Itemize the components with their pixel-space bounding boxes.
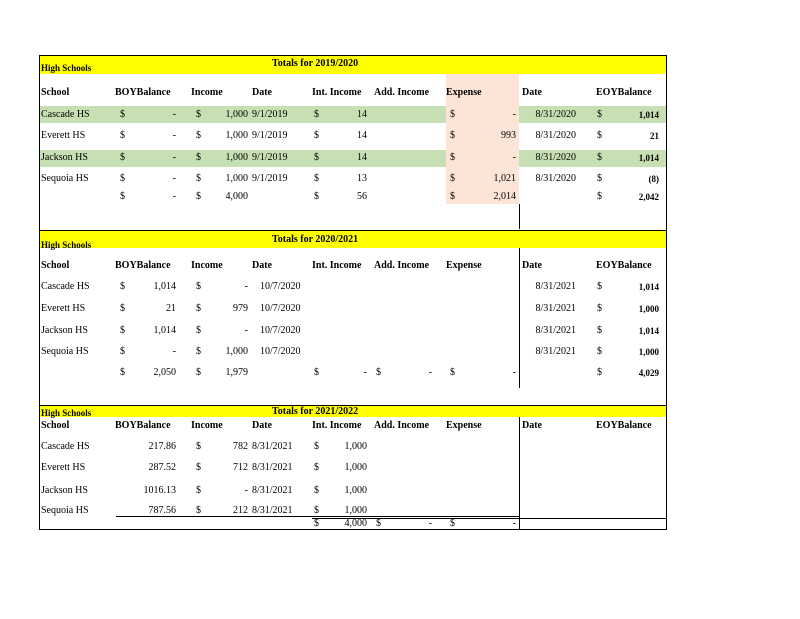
expense-value: 993 [501, 130, 516, 141]
group-label: High Schools [41, 408, 92, 418]
total-int-income: 56 [357, 191, 367, 202]
currency-symbol: $ [597, 325, 602, 336]
column-header: Add. Income [374, 260, 430, 271]
income-value: 1,000 [225, 173, 248, 184]
income-value: 979 [233, 303, 248, 314]
column-header: School [41, 87, 70, 98]
income-value: 1,000 [225, 152, 248, 163]
column-header: Date [252, 420, 272, 431]
school-name: Jackson HS [41, 152, 88, 163]
currency-symbol: $ [314, 109, 319, 120]
income-value: - [244, 281, 248, 292]
currency-symbol: $ [450, 518, 455, 529]
currency-symbol: $ [120, 346, 125, 357]
currency-symbol: $ [196, 462, 201, 473]
column-header: Int. Income [312, 260, 362, 271]
currency-symbol: $ [120, 152, 125, 163]
column-header: BOYBalance [115, 420, 171, 431]
income-value: 712 [233, 462, 248, 473]
currency-symbol: $ [450, 130, 455, 141]
date-value: 8/31/2021 [535, 281, 576, 292]
date-value: 8/31/2021 [252, 441, 293, 452]
boy-balance: 787.56 [148, 505, 176, 516]
school-name: Cascade HS [41, 441, 90, 452]
column-header: Date [252, 87, 272, 98]
currency-symbol: $ [314, 191, 319, 202]
date-value: 8/31/2021 [535, 303, 576, 314]
currency-symbol: $ [196, 441, 201, 452]
currency-symbol: $ [314, 462, 319, 473]
income-value: 212 [233, 505, 248, 516]
currency-symbol: $ [450, 173, 455, 184]
column-divider [519, 204, 520, 229]
total-eoy: 4,029 [638, 368, 659, 378]
column-header: Add. Income [374, 87, 430, 98]
column-header: Expense [446, 87, 482, 98]
column-header: EOYBalance [596, 420, 652, 431]
date-value: 10/7/2020 [260, 303, 301, 314]
column-header: BOYBalance [115, 260, 171, 271]
section-divider [40, 230, 666, 231]
currency-symbol: $ [450, 152, 455, 163]
currency-symbol: $ [314, 518, 319, 529]
eoy-balance: (8) [648, 174, 659, 184]
currency-symbol: $ [196, 173, 201, 184]
currency-symbol: $ [196, 303, 201, 314]
currency-symbol: $ [196, 485, 201, 496]
currency-symbol: $ [597, 152, 602, 163]
school-name: Everett HS [41, 130, 86, 141]
date-value: 9/1/2019 [252, 109, 288, 120]
column-header: Expense [446, 420, 482, 431]
total-add-income: - [428, 367, 432, 378]
currency-symbol: $ [376, 367, 381, 378]
total-add-income: - [428, 518, 432, 529]
date-value: 8/31/2020 [535, 109, 576, 120]
currency-symbol: $ [196, 325, 201, 336]
currency-symbol: $ [597, 130, 602, 141]
currency-symbol: $ [314, 173, 319, 184]
total-expense: 2,014 [493, 191, 516, 202]
currency-symbol: $ [120, 130, 125, 141]
currency-symbol: $ [450, 109, 455, 120]
currency-symbol: $ [196, 109, 201, 120]
column-header: Date [522, 420, 542, 431]
boy-balance: 21 [166, 303, 176, 314]
column-header: Income [191, 260, 223, 271]
column-header: BOYBalance [115, 87, 171, 98]
currency-symbol: $ [196, 505, 201, 516]
currency-symbol: $ [120, 325, 125, 336]
column-header: Date [252, 260, 272, 271]
int-income-value: 1,000 [344, 441, 367, 452]
date-value: 8/31/2021 [535, 325, 576, 336]
income-value: 1,000 [225, 346, 248, 357]
column-header: Int. Income [312, 87, 362, 98]
eoy-balance: 1,000 [638, 347, 659, 357]
school-name: Everett HS [41, 303, 86, 314]
date-value: 10/7/2020 [260, 325, 301, 336]
int-income-value: 14 [357, 152, 367, 163]
currency-symbol: $ [314, 505, 319, 516]
date-value: 10/7/2020 [260, 346, 301, 357]
income-value: 1,000 [225, 130, 248, 141]
eoy-balance: 1,014 [638, 326, 659, 336]
total-int-income: - [363, 367, 367, 378]
currency-symbol: $ [120, 303, 125, 314]
school-name: Jackson HS [41, 325, 88, 336]
date-value: 8/31/2021 [535, 346, 576, 357]
column-header: EOYBalance [596, 87, 652, 98]
boy-balance: 217.86 [148, 441, 176, 452]
currency-symbol: $ [597, 109, 602, 120]
section-title: Totals for 2019/2020 [272, 58, 359, 69]
school-name: Everett HS [41, 462, 86, 473]
column-header: School [41, 420, 70, 431]
currency-symbol: $ [196, 130, 201, 141]
column-header: Add. Income [374, 420, 430, 431]
currency-symbol: $ [196, 346, 201, 357]
eoy-balance: 1,014 [638, 110, 659, 120]
income-value: - [244, 485, 248, 496]
boy-balance: 1,014 [153, 325, 176, 336]
int-income-value: 1,000 [344, 505, 367, 516]
income-value: 782 [233, 441, 248, 452]
currency-symbol: $ [196, 152, 201, 163]
column-header: Expense [446, 260, 482, 271]
column-header: Income [191, 87, 223, 98]
school-name: Sequoia HS [41, 505, 89, 516]
column-header: Date [522, 260, 542, 271]
eoy-balance: 1,014 [638, 153, 659, 163]
income-value: - [244, 325, 248, 336]
currency-symbol: $ [597, 367, 602, 378]
int-income-value: 1,000 [344, 462, 367, 473]
currency-symbol: $ [376, 518, 381, 529]
total-eoy: 2,042 [638, 192, 659, 202]
currency-symbol: $ [120, 109, 125, 120]
boy-balance: 1016.13 [143, 485, 176, 496]
date-value: 10/7/2020 [260, 281, 301, 292]
boy-balance: - [172, 152, 176, 163]
boy-balance: - [172, 346, 176, 357]
eoy-balance: 1,014 [638, 282, 659, 292]
eoy-balance: 21 [650, 131, 659, 141]
currency-symbol: $ [450, 191, 455, 202]
column-header: Income [191, 420, 223, 431]
boy-balance: 1,014 [153, 281, 176, 292]
currency-symbol: $ [196, 281, 201, 292]
currency-symbol: $ [314, 367, 319, 378]
currency-symbol: $ [597, 303, 602, 314]
date-value: 8/31/2020 [535, 152, 576, 163]
currency-symbol: $ [314, 441, 319, 452]
date-value: 8/31/2021 [252, 505, 293, 516]
currency-symbol: $ [120, 191, 125, 202]
column-divider [519, 248, 520, 388]
school-name: Sequoia HS [41, 173, 89, 184]
date-value: 9/1/2019 [252, 173, 288, 184]
currency-symbol: $ [450, 367, 455, 378]
column-header: School [41, 260, 70, 271]
total-income: 1,979 [225, 367, 248, 378]
currency-symbol: $ [597, 281, 602, 292]
column-header: EOYBalance [596, 260, 652, 271]
section-title: Totals for 2020/2021 [272, 234, 359, 245]
int-income-value: 1,000 [344, 485, 367, 496]
group-label: High Schools [41, 63, 92, 73]
total-expense: - [512, 518, 516, 529]
currency-symbol: $ [196, 367, 201, 378]
date-value: 8/31/2020 [535, 130, 576, 141]
boy-balance: - [172, 109, 176, 120]
column-header: Date [522, 87, 542, 98]
date-value: 8/31/2020 [535, 173, 576, 184]
date-value: 9/1/2019 [252, 152, 288, 163]
total-boy: 2,050 [153, 367, 176, 378]
boy-balance: - [172, 130, 176, 141]
currency-symbol: $ [314, 130, 319, 141]
date-value: 8/31/2021 [252, 485, 293, 496]
total-expense: - [512, 367, 516, 378]
school-name: Cascade HS [41, 109, 90, 120]
total-boy: - [172, 191, 176, 202]
currency-symbol: $ [120, 281, 125, 292]
expense-value: - [512, 109, 516, 120]
boy-balance: 287.52 [148, 462, 176, 473]
column-divider [519, 417, 520, 529]
currency-symbol: $ [597, 346, 602, 357]
boy-balance: - [172, 173, 176, 184]
group-label: High Schools [41, 240, 92, 250]
currency-symbol: $ [597, 173, 602, 184]
int-income-value: 14 [357, 130, 367, 141]
currency-symbol: $ [314, 152, 319, 163]
date-value: 9/1/2019 [252, 130, 288, 141]
total-int-income: 4,000 [344, 518, 367, 529]
column-header: Int. Income [312, 420, 362, 431]
expense-value: - [512, 152, 516, 163]
eoy-balance: 1,000 [638, 304, 659, 314]
currency-symbol: $ [120, 367, 125, 378]
date-value: 8/31/2021 [252, 462, 293, 473]
total-income: 4,000 [225, 191, 248, 202]
currency-symbol: $ [120, 173, 125, 184]
currency-symbol: $ [314, 485, 319, 496]
int-income-value: 14 [357, 109, 367, 120]
int-income-value: 13 [357, 173, 367, 184]
spreadsheet [39, 55, 667, 530]
income-value: 1,000 [225, 109, 248, 120]
section-title: Totals for 2021/2022 [272, 406, 359, 417]
school-name: Sequoia HS [41, 346, 89, 357]
currency-symbol: $ [597, 191, 602, 202]
currency-symbol: $ [196, 191, 201, 202]
expense-value: 1,021 [493, 173, 516, 184]
school-name: Jackson HS [41, 485, 88, 496]
school-name: Cascade HS [41, 281, 90, 292]
